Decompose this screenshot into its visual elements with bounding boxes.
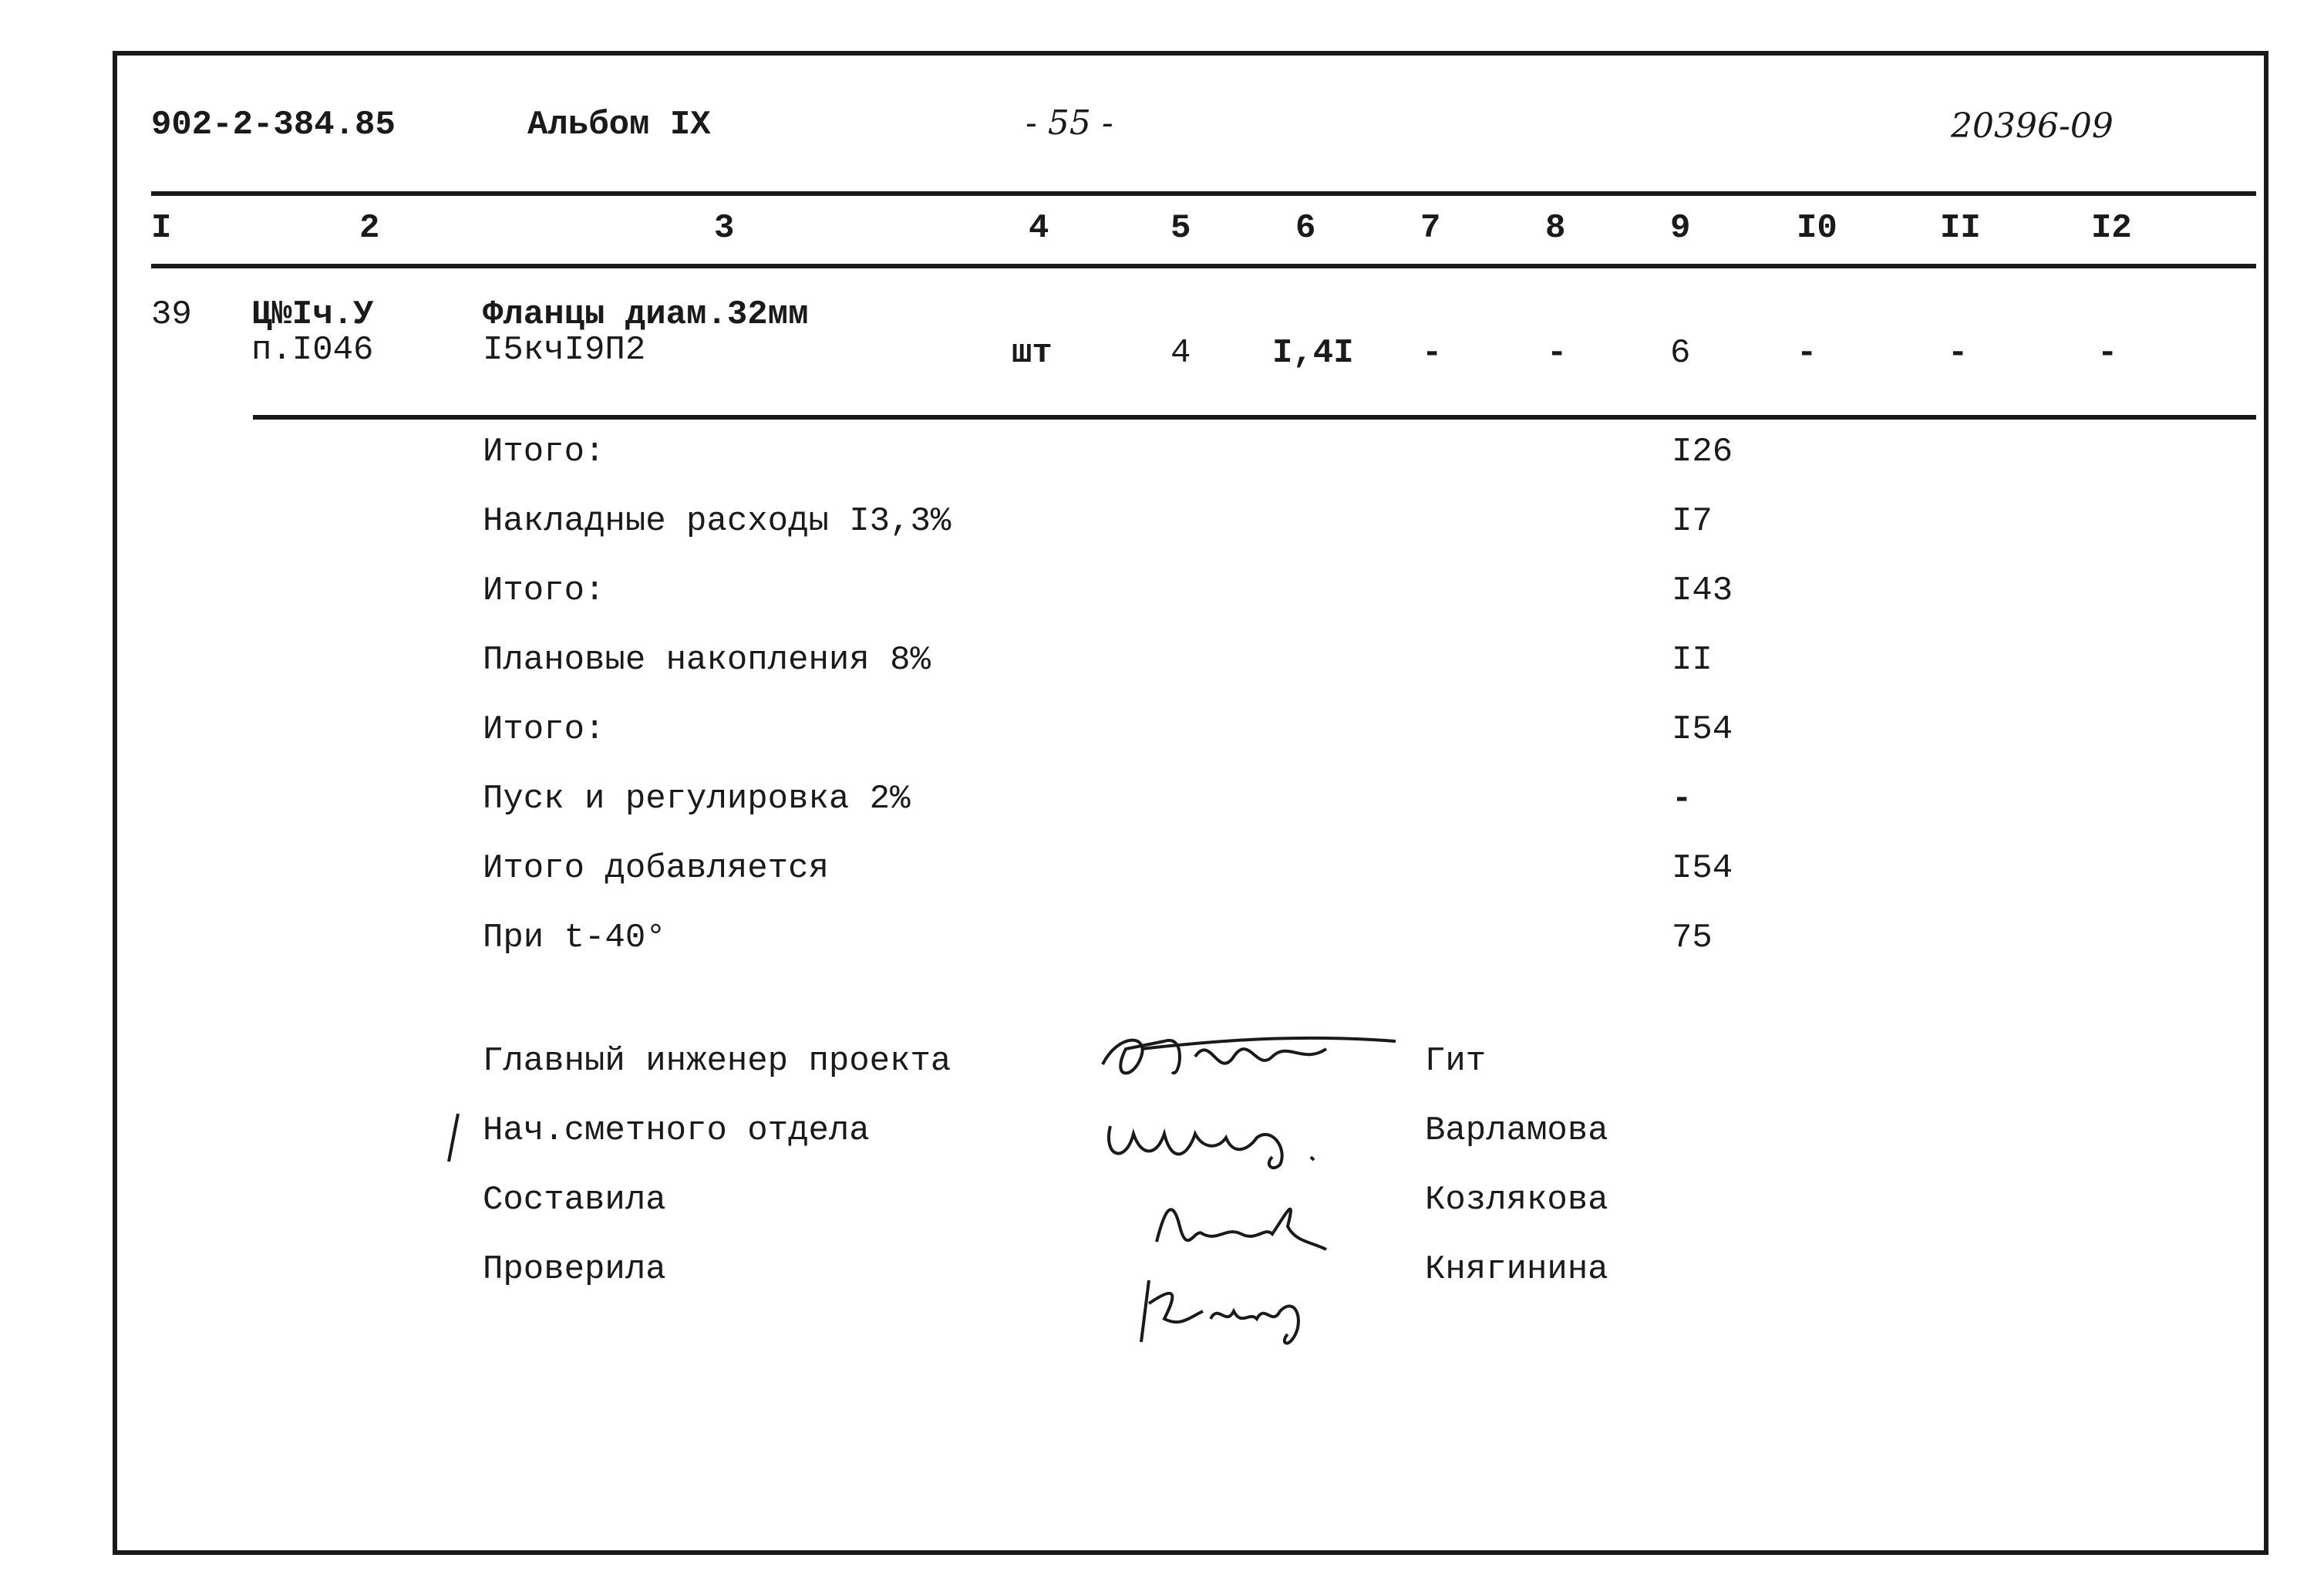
- col-header-10: I0: [1797, 209, 1837, 248]
- col-header-8: 8: [1545, 209, 1566, 248]
- row-separator-line: [253, 415, 2256, 420]
- total-label-5: Итого:: [483, 710, 605, 749]
- signature-name-1: Гит: [1425, 1042, 1487, 1081]
- doc-code: 902-2-384.85: [151, 106, 396, 144]
- signature-role-2: Нач.сметного отдела: [483, 1111, 870, 1150]
- col-header-2: 2: [359, 209, 380, 248]
- col-header-1: I: [151, 209, 172, 248]
- row-col11: -: [1948, 334, 1969, 373]
- col-header-6: 6: [1295, 209, 1316, 248]
- header-top-line: [151, 191, 2256, 196]
- total-label-2: Накладные расходы I3,3%: [483, 502, 951, 541]
- signature-role-3: Составила: [483, 1181, 666, 1219]
- signature-scribble-1: [1095, 1018, 1403, 1103]
- total-label-6: Пуск и регулировка 2%: [483, 780, 911, 818]
- header-bottom-line: [151, 264, 2256, 268]
- signature-name-2: Варламова: [1425, 1111, 1608, 1150]
- row-col6: I,4I: [1272, 334, 1354, 373]
- row-col8: -: [1547, 334, 1568, 373]
- col-header-5: 5: [1170, 209, 1191, 248]
- row-col10: -: [1797, 334, 1817, 373]
- total-value-5: I54: [1672, 710, 1733, 749]
- album-label: Альбом IX: [527, 106, 711, 144]
- total-label-1: Итого:: [483, 433, 605, 471]
- total-value-1: I26: [1672, 433, 1733, 471]
- signature-scribble-4: [1133, 1257, 1334, 1357]
- total-value-7: I54: [1672, 849, 1733, 888]
- page-number: - 55 -: [1026, 103, 1113, 143]
- row-code-line1: Ц№Iч.У: [251, 295, 374, 334]
- col-header-3: 3: [714, 209, 735, 248]
- col-header-12: I2: [2091, 209, 2132, 248]
- signature-role-4: Проверила: [483, 1250, 666, 1289]
- row-unit: шт: [1012, 334, 1053, 373]
- row-col12: -: [2097, 334, 2118, 373]
- total-value-6: -: [1672, 780, 1692, 818]
- row-col9: 6: [1670, 334, 1691, 373]
- signature-name-3: Козлякова: [1425, 1181, 1608, 1219]
- signature-name-4: Княгинина: [1425, 1250, 1608, 1289]
- signature-role-1: Главный инженер проекта: [483, 1042, 951, 1081]
- row-number: 39: [151, 295, 192, 334]
- total-value-3: I43: [1672, 572, 1733, 610]
- row-name-line2: I5кчI9П2: [483, 331, 646, 369]
- signature-scribble-3: [1141, 1180, 1342, 1265]
- signature-scribble-2: [1095, 1095, 1349, 1180]
- total-label-8: При t-40°: [483, 919, 666, 957]
- row-col7: -: [1422, 334, 1443, 373]
- row-name-line1: Фланцы диам.32мм: [483, 295, 809, 334]
- total-value-8: 75: [1672, 919, 1713, 957]
- col-header-9: 9: [1670, 209, 1691, 248]
- total-label-4: Плановые накопления 8%: [483, 641, 931, 679]
- col-header-4: 4: [1029, 209, 1049, 248]
- sheet-number: 20396-09: [1951, 106, 2113, 146]
- col-header-11: II: [1940, 209, 1981, 248]
- row-col5: 4: [1170, 334, 1191, 373]
- col-header-7: 7: [1420, 209, 1441, 248]
- total-value-4: II: [1672, 641, 1713, 679]
- total-label-7: Итого добавляется: [483, 849, 829, 888]
- pencil-tick-mark: [444, 1111, 463, 1165]
- total-label-3: Итого:: [483, 572, 605, 610]
- row-code-line2: п.I046: [251, 331, 374, 369]
- total-value-2: I7: [1672, 502, 1713, 541]
